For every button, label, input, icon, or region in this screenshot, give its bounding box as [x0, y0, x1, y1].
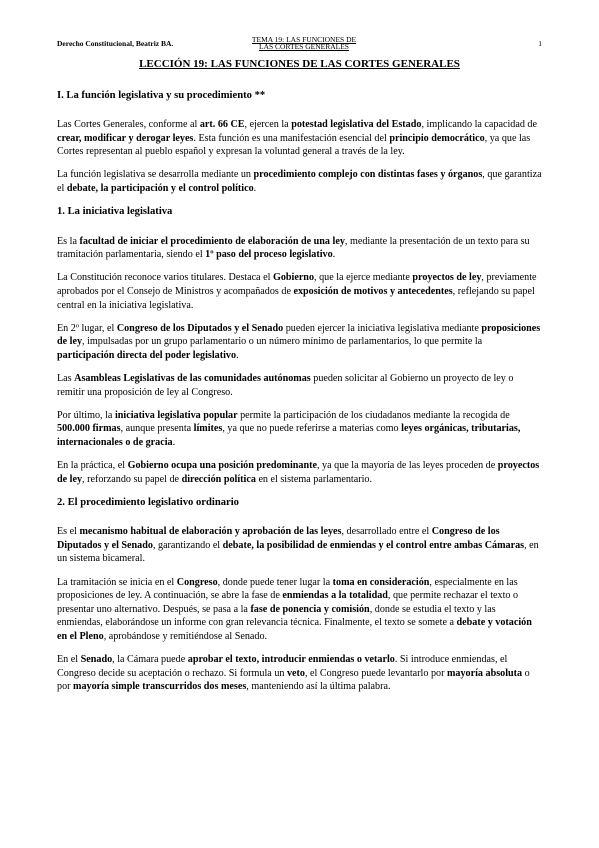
paragraph [57, 459, 542, 486]
text-run: en el sistema parlamentario. [255, 473, 373, 485]
bold-text: participación directa del poder legislativo [57, 349, 237, 361]
text-run: . [172, 436, 176, 448]
text-run: , aprobándose y remitiéndose al Senado. [103, 630, 268, 642]
bold-text: Congreso de los Diputados y el Senado [57, 526, 500, 551]
text-run: . Esta función es una manifestación esencial del [193, 132, 390, 144]
page-number: 1 [538, 39, 542, 48]
bold-text: proyectos de ley [412, 272, 482, 284]
section-heading: 1. La iniciativa legislativa [57, 206, 173, 218]
text-run: , donde se estudia el texto y las enmiendas, elaborándose un informe con gran relevancia técnica. Finalmente, el texto se somete a [57, 603, 496, 629]
text-run: , manteniendo así la última palabra. [246, 681, 391, 693]
bold-text: mayoría simple transcurridos dos meses [73, 681, 247, 693]
paragraph [57, 118, 542, 159]
text-run: La función legislativa se desarrolla mediante un [57, 169, 254, 181]
bold-text: aprobar el texto, introducir enmiendas o vetarlo [187, 654, 395, 665]
paragraph [57, 576, 542, 644]
text-run: , ejercen la [244, 119, 292, 131]
bold-text: debate, la posibilidad de enmiendas y el control entre ambas Cámaras [222, 539, 525, 551]
text-run: Las [57, 373, 75, 384]
text-run: , impulsadas por un grupo parlamentario o un número mínimo de parlamentarios, lo que permite la [82, 336, 483, 348]
text-run: , mediante la presentación de un texto para su tramitación parlamentaria, siendo el [57, 235, 530, 261]
text-run: , en un sistema bicameral. [57, 539, 539, 565]
bold-text: fase de ponencia y comisión [250, 603, 370, 615]
bold-text: exposición de motivos y antecedentes [293, 286, 453, 298]
bold-text: Congreso [176, 576, 218, 588]
text-run: , reflejando su papel central en la iniciativa legislativa. [57, 286, 535, 311]
text-run: . Si introduce enmiendas, el Congreso decide su aceptación o rechazo. Si formula un [57, 654, 508, 679]
header-topic-line2: LAS CORTES GENERALES [259, 42, 349, 51]
text-run: En el [57, 654, 81, 665]
text-run: , ya que no puede referirse a materias como [222, 423, 402, 435]
bold-text: proposiciones de ley [57, 322, 541, 348]
bold-text: procedimiento complejo con distintas fases y órganos [253, 169, 483, 181]
paragraph [57, 525, 542, 566]
text-run: , desarrollado entre el [341, 526, 432, 538]
text-run: , reforzando su papel de [82, 473, 182, 485]
bold-text: 1º paso del proceso legislativo [205, 249, 333, 261]
bold-text: facultad de iniciar el procedimiento de elaboración de una ley [79, 235, 345, 247]
text-run: , previamente aprobados por el Consejo de Ministros y acompañados de [57, 272, 537, 298]
text-run: permite la participación de los ciudadanos mediante la recogida de [237, 409, 510, 421]
text-run: Por último, la [57, 409, 115, 421]
bold-text: 500.000 firmas [57, 423, 121, 435]
document-body [57, 58, 542, 703]
header-course: Derecho Constitucional, Beatriz BA. [57, 39, 174, 48]
header-topic [249, 36, 359, 50]
bold-text: toma en consideración [332, 576, 430, 588]
text-run: La tramitación se inicia en el [57, 576, 177, 588]
bold-text: mecanismo habitual de elaboración y aprobación de las leyes [79, 526, 342, 538]
bold-text: veto [286, 667, 305, 679]
text-run: , donde puede tener lugar la [217, 576, 333, 588]
text-run: , garantizando el [152, 539, 223, 551]
paragraph [57, 372, 542, 399]
paragraph [57, 235, 542, 262]
text-run: . [236, 349, 239, 361]
bold-text: leyes orgánicas, tributarias, internacionales o de gracia [57, 423, 521, 448]
text-run: , que garantiza el [57, 169, 542, 195]
lesson-title: LECCIÓN 19: LAS FUNCIONES DE LAS CORTES GENERALES [139, 58, 460, 70]
header-topic-line1: TEMA 19: LAS FUNCIONES DE [251, 35, 357, 44]
bold-text: proyectos de ley [57, 459, 540, 485]
bold-text: mayoría absoluta [446, 667, 523, 679]
text-run: , la Cámara puede [112, 654, 188, 665]
text-run: . [253, 183, 257, 195]
bold-text: Asambleas Legislativas de las comunidades autónomas [74, 373, 311, 384]
bold-text: dirección política [181, 473, 256, 485]
bold-text: Gobierno ocupa una posición predominante [127, 459, 317, 471]
text-run: La Constitución reconoce varios titulares. Destaca el [57, 272, 273, 284]
paragraph [57, 322, 542, 363]
bold-text: Congreso de los Diputados y el Senado [116, 322, 284, 334]
bold-text: iniciativa legislativa popular [114, 409, 238, 421]
text-run: , especialmente en las proposiciones de ley. A continuación, se abre la fase de [57, 576, 518, 602]
text-run: Es la [57, 235, 80, 247]
text-run: o por [57, 667, 530, 693]
text-run: , que permite rechazar el texto o presentar uno alternativo. Después, se pasa a la [57, 590, 519, 615]
text-run: , ya que las Cortes representan al pueblo español y expresan la voluntad general a través de la ley. [57, 132, 531, 158]
text-run: En la práctica, el [57, 459, 128, 471]
text-run: Es el [57, 526, 80, 538]
bold-text: Senado [80, 654, 113, 665]
bold-text: principio democrático [389, 132, 485, 144]
paragraph [57, 271, 542, 312]
bold-text: art. 66 CE [199, 119, 245, 131]
paragraph [57, 409, 542, 450]
text-run: En 2º lugar, el [57, 322, 117, 334]
bold-text: debate y votación en el Pleno [57, 617, 532, 642]
section-heading: I. La función legislativa y su procedimiento ** [57, 89, 266, 101]
bold-text: debate, la participación y el control político [66, 183, 254, 195]
paragraph [57, 653, 542, 694]
section-heading: 2. El procedimiento legislativo ordinario [57, 496, 239, 508]
page-header [57, 36, 542, 56]
text-run: pueden ejercer la iniciativa legislativa mediante [283, 322, 482, 334]
bold-text: enmiendas a la totalidad [282, 590, 388, 602]
bold-text: potestad legislativa del Estado [291, 119, 422, 131]
text-run: , el Congreso puede levantarlo por [304, 667, 447, 679]
text-run: . [332, 249, 336, 261]
bold-text: Gobierno [272, 272, 315, 284]
text-run: pueden solicitar al Gobierno un proyecto de ley o remitir una proposición de ley al Congreso. [57, 373, 514, 398]
text-run: , implicando la capacidad de [421, 119, 537, 131]
bold-text: crear, modificar y derogar leyes [57, 132, 194, 144]
text-run: , que la ejerce mediante [314, 272, 413, 284]
text-run: , aunque presenta [120, 423, 194, 435]
paragraph [57, 168, 542, 195]
text-run: , ya que la mayoría de las leyes proceden de [316, 459, 498, 471]
bold-text: límites [193, 423, 223, 435]
text-run: Las Cortes Generales, conforme al [57, 119, 200, 131]
